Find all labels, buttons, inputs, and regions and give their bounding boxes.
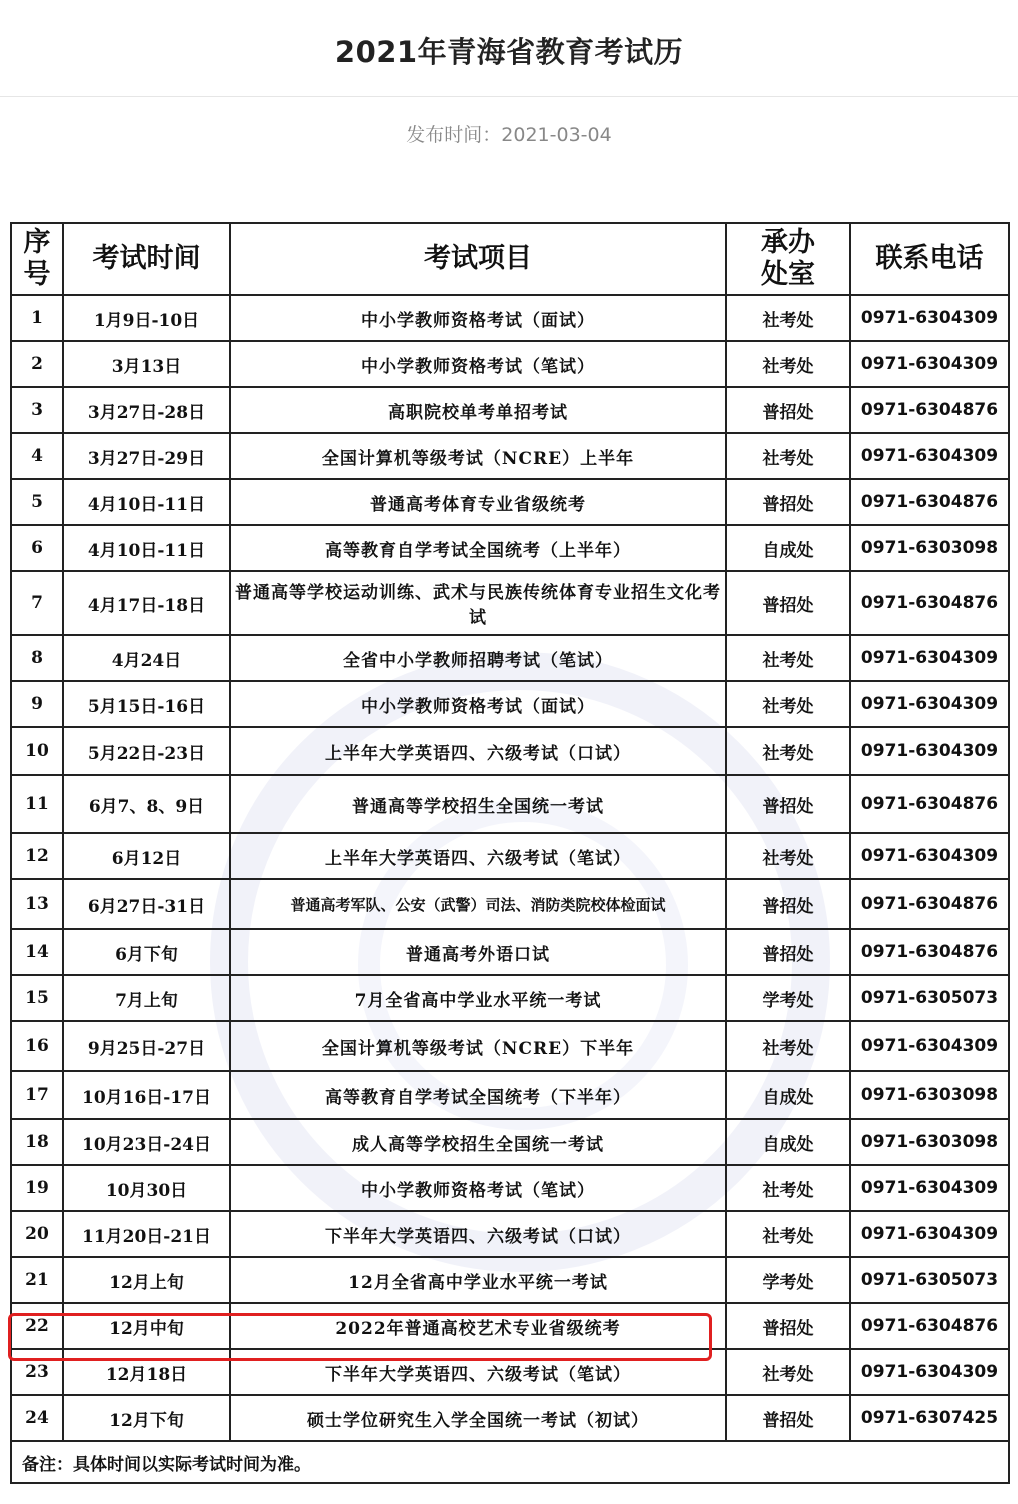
row-index: 16: [11, 1021, 63, 1071]
table-row: [11, 727, 1009, 775]
row-index: 8: [11, 635, 63, 681]
table-row: [11, 1071, 1009, 1119]
row-index: 6: [11, 525, 63, 571]
row-time: 6月下旬: [63, 929, 230, 975]
row-item: 普通高等学校运动训练、武术与民族传统体育专业招生文化考试: [230, 571, 726, 635]
row-time: 3月13日: [63, 341, 230, 387]
row-phone: 0971-6304876: [850, 879, 1009, 929]
table-row: [11, 295, 1009, 341]
row-item: 高等教育自学考试全国统考（上半年）: [230, 525, 726, 571]
row-office: 社考处: [726, 1021, 850, 1071]
row-index: 10: [11, 727, 63, 775]
header-phone: 联系电话: [850, 223, 1009, 295]
row-office: 普招处: [726, 879, 850, 929]
row-phone: 0971-6303098: [850, 1119, 1009, 1165]
row-phone: 0971-6304309: [850, 1211, 1009, 1257]
row-index: 7: [11, 571, 63, 635]
row-item: 高职院校单考单招考试: [230, 387, 726, 433]
row-index: 4: [11, 433, 63, 479]
table-row: [11, 1257, 1009, 1303]
row-office: 社考处: [726, 433, 850, 479]
row-item: 普通高等学校招生全国统一考试: [230, 775, 726, 833]
row-phone: 0971-6304309: [850, 681, 1009, 727]
row-time: 7月上旬: [63, 975, 230, 1021]
table-row: [11, 1165, 1009, 1211]
row-item: 硕士学位研究生入学全国统一考试（初试）: [230, 1395, 726, 1441]
row-phone: 0971-6305073: [850, 975, 1009, 1021]
row-item: 普通高考外语口试: [230, 929, 726, 975]
row-index: 15: [11, 975, 63, 1021]
row-office: 普招处: [726, 1303, 850, 1349]
publish-date: 发布时间：2021-03-04: [406, 124, 612, 146]
row-item: 2022年普通高校艺术专业省级统考: [230, 1303, 726, 1349]
table-row: [11, 681, 1009, 727]
row-index: 20: [11, 1211, 63, 1257]
row-time: 1月9日-10日: [63, 295, 230, 341]
page-header: [0, 0, 1018, 97]
row-time: 12月下旬: [63, 1395, 230, 1441]
table-row: [11, 775, 1009, 833]
row-time: 12月18日: [63, 1349, 230, 1395]
row-time: 3月27日-29日: [63, 433, 230, 479]
row-office: 学考处: [726, 1257, 850, 1303]
row-index: 1: [11, 295, 63, 341]
row-index: 14: [11, 929, 63, 975]
table-row: [11, 341, 1009, 387]
row-item: 中小学教师资格考试（笔试）: [230, 1165, 726, 1211]
table-row: [11, 635, 1009, 681]
row-time: 6月12日: [63, 833, 230, 879]
row-time: 4月17日-18日: [63, 571, 230, 635]
row-phone: 0971-6304309: [850, 727, 1009, 775]
row-item: 下半年大学英语四、六级考试（口试）: [230, 1211, 726, 1257]
header-office: [726, 223, 850, 295]
row-phone: 0971-6303098: [850, 525, 1009, 571]
table-row: [11, 1211, 1009, 1257]
row-item: 中小学教师资格考试（笔试）: [230, 341, 726, 387]
row-office: 自成处: [726, 1119, 850, 1165]
header-index: [11, 223, 63, 295]
row-office: 普招处: [726, 929, 850, 975]
row-item: 成人高等学校招生全国统一考试: [230, 1119, 726, 1165]
row-item: 7月全省高中学业水平统一考试: [230, 975, 726, 1021]
row-item: 下半年大学英语四、六级考试（笔试）: [230, 1349, 726, 1395]
table-row: [11, 1119, 1009, 1165]
table-row: [11, 1395, 1009, 1441]
exam-calendar-image: [10, 222, 1008, 1484]
row-time: 12月中旬: [63, 1303, 230, 1349]
row-phone: 0971-6304309: [850, 341, 1009, 387]
table-note: 备注：具体时间以实际考试时间为准。: [11, 1441, 1009, 1483]
table-header-row: [11, 223, 1009, 295]
table-row: [11, 387, 1009, 433]
row-time: 10月16日-17日: [63, 1071, 230, 1119]
row-item: 上半年大学英语四、六级考试（口试）: [230, 727, 726, 775]
header-time: 考试时间: [63, 223, 230, 295]
row-phone: 0971-6304876: [850, 775, 1009, 833]
note-row: [11, 1441, 1009, 1483]
row-phone: 0971-6304309: [850, 1021, 1009, 1071]
row-time: 12月上旬: [63, 1257, 230, 1303]
row-item: 全国计算机等级考试（NCRE）下半年: [230, 1021, 726, 1071]
row-item: 12月全省高中学业水平统一考试: [230, 1257, 726, 1303]
row-office: 普招处: [726, 387, 850, 433]
row-time: 10月23日-24日: [63, 1119, 230, 1165]
row-office: 普招处: [726, 1395, 850, 1441]
row-index: 3: [11, 387, 63, 433]
row-index: 21: [11, 1257, 63, 1303]
row-time: 9月25日-27日: [63, 1021, 230, 1071]
row-office: 学考处: [726, 975, 850, 1021]
row-office: 社考处: [726, 1349, 850, 1395]
row-time: 4月24日: [63, 635, 230, 681]
row-item: 中小学教师资格考试（面试）: [230, 681, 726, 727]
row-time: 4月10日-11日: [63, 525, 230, 571]
row-office: 普招处: [726, 571, 850, 635]
row-time: 6月7、8、9日: [63, 775, 230, 833]
row-item: 上半年大学英语四、六级考试（笔试）: [230, 833, 726, 879]
row-index: 18: [11, 1119, 63, 1165]
row-item: 普通高考军队、公安（武警）司法、消防类院校体检面试: [230, 879, 726, 929]
row-phone: 0971-6307425: [850, 1395, 1009, 1441]
row-phone: 0971-6304876: [850, 479, 1009, 525]
table-row: [11, 525, 1009, 571]
row-item: 全省中小学教师招聘考试（笔试）: [230, 635, 726, 681]
header-item: 考试项目: [230, 223, 726, 295]
row-phone: 0971-6304309: [850, 635, 1009, 681]
row-office: 社考处: [726, 1211, 850, 1257]
row-phone: 0971-6304309: [850, 295, 1009, 341]
table-row: [11, 1021, 1009, 1071]
row-index: 9: [11, 681, 63, 727]
header-index-label: 序号: [23, 226, 51, 290]
row-office: 自成处: [726, 525, 850, 571]
table-row: [11, 1349, 1009, 1395]
table-row: [11, 433, 1009, 479]
table-row: [11, 879, 1009, 929]
row-phone: 0971-6304876: [850, 387, 1009, 433]
row-office: 社考处: [726, 681, 850, 727]
row-index: 22: [11, 1303, 63, 1349]
table-row: [11, 571, 1009, 635]
row-time: 3月27日-28日: [63, 387, 230, 433]
row-phone: 0971-6304309: [850, 1349, 1009, 1395]
row-time: 6月27日-31日: [63, 879, 230, 929]
row-office: 社考处: [726, 1165, 850, 1211]
row-office: 社考处: [726, 635, 850, 681]
table-row: [11, 975, 1009, 1021]
row-time: 10月30日: [63, 1165, 230, 1211]
row-time: 4月10日-11日: [63, 479, 230, 525]
row-phone: 0971-6304309: [850, 833, 1009, 879]
exam-calendar-table: [10, 222, 1010, 1484]
row-phone: 0971-6303098: [850, 1071, 1009, 1119]
row-time: 5月15日-16日: [63, 681, 230, 727]
table-row: [11, 833, 1009, 879]
row-office: 社考处: [726, 295, 850, 341]
row-index: 11: [11, 775, 63, 833]
row-office: 社考处: [726, 341, 850, 387]
row-phone: 0971-6304876: [850, 571, 1009, 635]
row-office: 普招处: [726, 775, 850, 833]
row-index: 24: [11, 1395, 63, 1441]
row-office: 普招处: [726, 479, 850, 525]
row-index: 5: [11, 479, 63, 525]
row-time: 11月20日-21日: [63, 1211, 230, 1257]
page-title: 2021年青海省教育考试历: [334, 35, 684, 69]
row-office: 自成处: [726, 1071, 850, 1119]
row-index: 17: [11, 1071, 63, 1119]
row-index: 23: [11, 1349, 63, 1395]
row-phone: 0971-6305073: [850, 1257, 1009, 1303]
row-phone: 0971-6304876: [850, 1303, 1009, 1349]
row-item: 高等教育自学考试全国统考（下半年）: [230, 1071, 726, 1119]
row-office: 社考处: [726, 727, 850, 775]
table-row: [11, 929, 1009, 975]
row-index: 2: [11, 341, 63, 387]
row-phone: 0971-6304309: [850, 433, 1009, 479]
row-item: 全国计算机等级考试（NCRE）上半年: [230, 433, 726, 479]
row-time: 5月22日-23日: [63, 727, 230, 775]
table-row: [11, 479, 1009, 525]
table-row: [11, 1303, 1009, 1349]
row-index: 12: [11, 833, 63, 879]
row-item: 普通高考体育专业省级统考: [230, 479, 726, 525]
row-phone: 0971-6304876: [850, 929, 1009, 975]
row-office: 社考处: [726, 833, 850, 879]
row-phone: 0971-6304309: [850, 1165, 1009, 1211]
row-index: 19: [11, 1165, 63, 1211]
row-index: 13: [11, 879, 63, 929]
header-office-label: 承办处室: [761, 226, 815, 290]
row-item: 中小学教师资格考试（面试）: [230, 295, 726, 341]
